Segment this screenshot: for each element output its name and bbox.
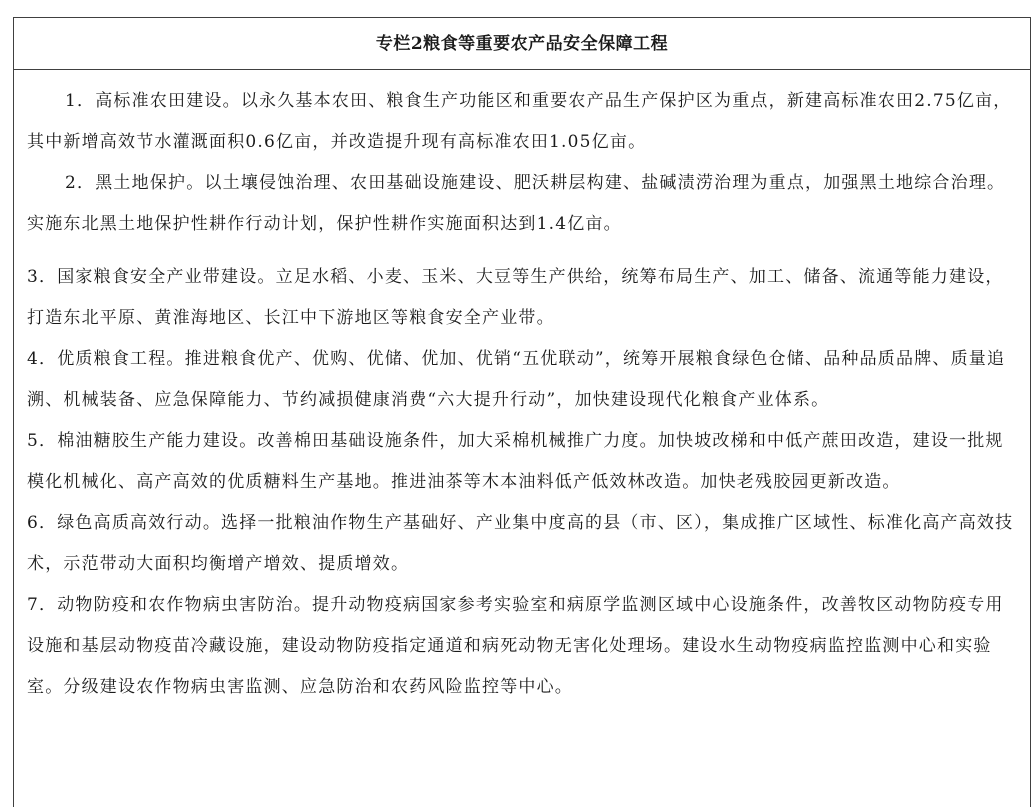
paragraph-7: 7．动物防疫和农作物病虫害防治。提升动物疫病国家参考实验室和病原学监测区域中心设施条件，改善牧区动物防疫专用设施和基层动物疫苗冷藏设施，建设动物防疫指定通道和病死动物无害化处理场。建设水生动物疫病监控监测中心和实验室。分级建设农作物病虫害监测、应急防治和农药风险监控等中心。 [27, 595, 1004, 697]
paragraph-1: 1．高标准农田建设。以永久基本农田、粮食生产功能区和重要农产品生产保护区为重点，新建高标准农田2.75亿亩，其中新增高效节水灌溉面积0.6亿亩，并改造提升现有高标准农田1.05亿亩。 [27, 91, 1012, 152]
project-box [13, 17, 1031, 807]
paragraph-5: 5．棉油糖胶生产能力建设。改善棉田基础设施条件，加大采棉机械推广力度。加快坡改梯和中低产蔗田改造，建设一批规模化机械化、高产高效的优质糖料生产基地。推进油茶等木本油料低产低效林改造。加快老残胶园更新改造。 [27, 431, 1004, 492]
paragraph-6: 6．绿色高质高效行动。选择一批粮油作物生产基础好、产业集中度高的县（市、区），集成推广区域性、标准化高产高效技术，示范带动大面积均衡增产增效、提质增效。 [27, 513, 1014, 574]
paragraph-4: 4．优质粮食工程。推进粮食优产、优购、优储、优加、优销“五优联动”，统筹开展粮食绿色仓储、品种品质品牌、质量追溯、机械装备、应急保障能力、节约减损健康消费“六大提升行动”，加快建设现代化粮食产业体系。 [27, 349, 1006, 410]
paragraph-3: 3．国家粮食安全产业带建设。立足水稻、小麦、玉米、大豆等生产供给，统筹布局生产、加工、储备、流通等能力建设，打造东北平原、黄淮海地区、长江中下游地区等粮食安全产业带。 [27, 267, 1004, 328]
paragraph-2: 2．黑土地保护。以土壤侵蚀治理、农田基础设施建设、肥沃耕层构建、盐碱渍涝治理为重点，加强黑土地综合治理。实施东北黑土地保护性耕作行动计划，保护性耕作实施面积达到1.4亿亩。 [27, 173, 1006, 234]
box-content [14, 70, 1030, 708]
box-title: 专栏2粮食等重要农产品安全保障工程 [14, 18, 1030, 70]
